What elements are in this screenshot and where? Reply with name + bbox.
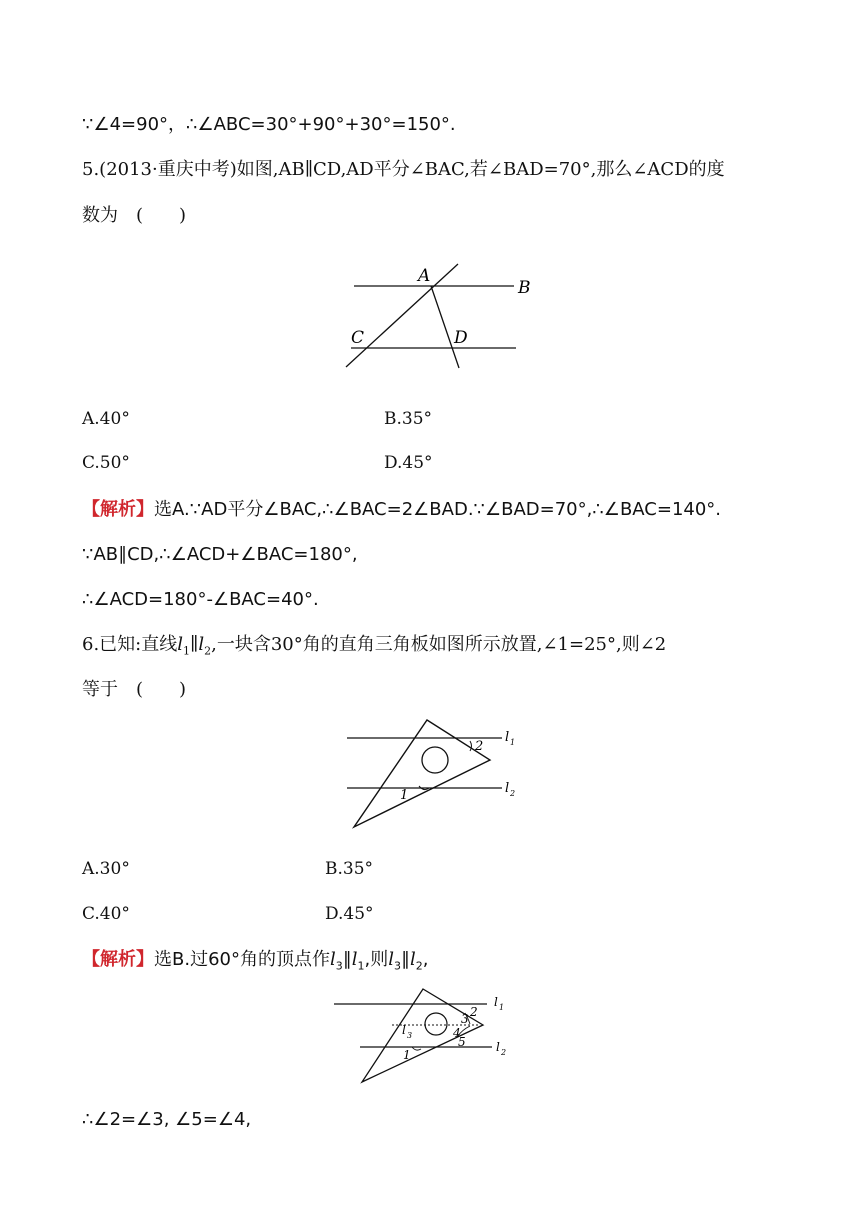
label-B: B <box>518 278 531 298</box>
option-5-c: C.50° <box>82 453 130 473</box>
option-5-a: A.40° <box>82 409 130 429</box>
angle-3-label: 3 <box>461 1012 469 1026</box>
option-5-d: D.45° <box>384 453 433 473</box>
svg-text:1: 1 <box>499 1003 505 1012</box>
answer-5-line-3: ∴∠ACD=180°-∠BAC=40°. <box>82 589 319 610</box>
analysis-tag: 【解析】 <box>82 499 154 520</box>
line-l3-label: l <box>402 1023 406 1037</box>
label-A: A <box>418 266 431 286</box>
angle-2-label: 2 <box>475 739 484 754</box>
angle-2-label: 2 <box>470 1005 478 1019</box>
line-l2-label: l <box>496 1040 500 1054</box>
question-5-text: 5.(2013·重庆中考)如图,AB∥CD,AD平分∠BAC,若∠BAD=70°,那么∠ACD的度 <box>82 159 725 180</box>
option-6-a: A.30° <box>82 859 130 879</box>
svg-text:2: 2 <box>501 1048 507 1057</box>
question-5-text-cont: 数为 ( ) <box>82 205 187 226</box>
label-C: C <box>351 328 365 348</box>
answer-5-line-2: ∵AB∥CD,∴∠ACD+∠BAC=180°, <box>82 544 358 565</box>
line-l1-label: l <box>505 730 510 745</box>
answer-5-line-1: 【解析】选A.∵AD平分∠BAC,∴∠BAC=2∠BAD.∵∠BAD=70°,∴∠BAC=140°. <box>82 499 722 520</box>
angle-4-label: 4 <box>453 1026 461 1040</box>
option-6-b: B.35° <box>325 859 374 879</box>
analysis-tag: 【解析】 <box>82 949 154 970</box>
option-6-d: D.45° <box>325 904 374 924</box>
svg-text:1: 1 <box>510 738 516 747</box>
text-line-conclusion: ∵∠4=90°，∴∠ABC=30°+90°+30°=150°. <box>82 114 456 135</box>
label-D: D <box>454 328 468 348</box>
question-6-text: 6.已知:直线$l_1\parallel l_2$,一块含30°角的直角三角板如图所示放置,∠1=25°,则∠2 <box>82 634 667 658</box>
line-l1-label: l <box>494 995 498 1009</box>
svg-text:2: 2 <box>510 789 516 798</box>
angle-1-label: 1 <box>403 1048 411 1062</box>
option-6-c: C.40° <box>82 904 130 924</box>
line-l2-label: l <box>505 781 510 796</box>
angle-5-label: 5 <box>458 1035 466 1049</box>
option-5-b: B.35° <box>384 409 433 429</box>
answer-6-line-2: ∴∠2=∠3, ∠5=∠4, <box>82 1109 252 1130</box>
answer-6-line-1: 【解析】选B.过60°角的顶点作$l_3\parallel l_1$,则$l_3\parallel l_2$, <box>82 949 429 973</box>
question-6-text-cont: 等于 ( ) <box>82 679 187 700</box>
angle-1-label: 1 <box>400 788 409 803</box>
svg-text:3: 3 <box>407 1031 413 1040</box>
